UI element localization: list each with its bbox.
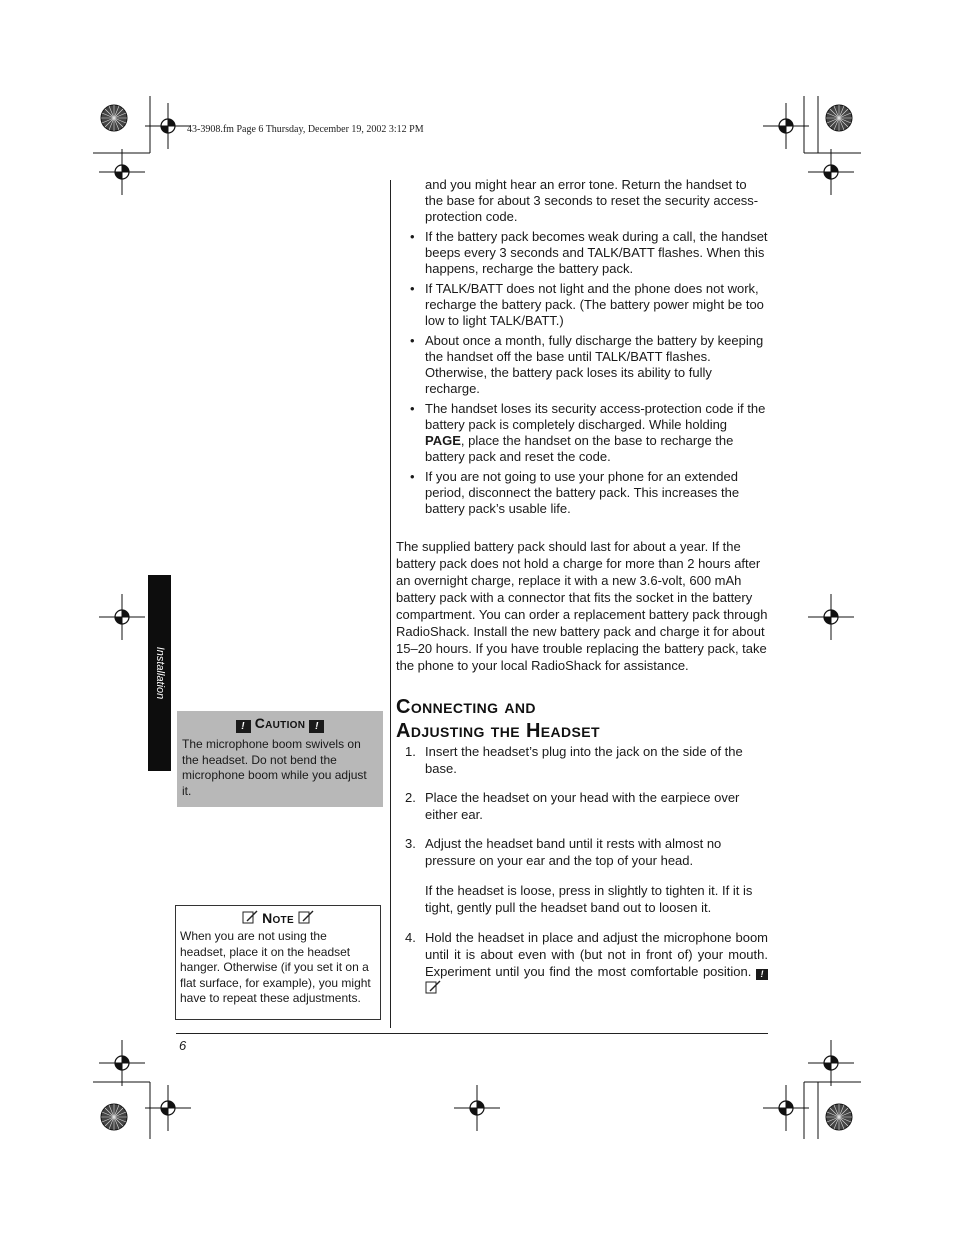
caution-title-row bbox=[177, 715, 383, 733]
step-number: 4. bbox=[405, 930, 416, 945]
bullet-item bbox=[396, 333, 768, 397]
bullet-text: If TALK/BATT does not light and the phone does not work, recharge the battery pack. (The battery power might be too low to light TALK/BATT.) bbox=[425, 281, 764, 328]
bullet-item bbox=[396, 401, 768, 465]
section-heading-line: Adjusting the Headset bbox=[396, 720, 600, 742]
section-tab bbox=[148, 575, 171, 771]
registration-cross-7 bbox=[99, 1040, 145, 1086]
step-text: Hold the headset in place and adjust the microphone boom until it is about even with (but not in front of) your mouth. Experiment until you find the most comfortable position. bbox=[425, 930, 768, 979]
registration-burst-top-left bbox=[101, 105, 127, 131]
bullet-text: The handset loses its security access-protection code if the battery pack is completely discharged. While holding bbox=[425, 401, 766, 432]
footer-rule bbox=[176, 1033, 768, 1034]
note-title: Note bbox=[262, 910, 294, 926]
registration-cross-1 bbox=[145, 103, 191, 149]
bullet-mark: • bbox=[410, 401, 415, 416]
note-box bbox=[175, 905, 381, 1020]
step-number: 3. bbox=[405, 836, 416, 851]
column-divider bbox=[390, 180, 391, 1028]
registration-cross-10 bbox=[454, 1085, 500, 1131]
note-pencil-icon bbox=[298, 910, 314, 924]
end-caution-icon: ! bbox=[756, 969, 768, 980]
bullet-text: , place the handset on the base to recharge the battery pack and reset the code. bbox=[425, 433, 734, 464]
continued-bullet-text: and you might hear an error tone. Return the handset to the base for about 3 seconds to reset the security access-protection code. bbox=[425, 177, 759, 224]
section-heading bbox=[396, 695, 768, 743]
end-note-pencil-icon bbox=[425, 980, 441, 994]
step-text: Place the headset on your head with the earpiece over either ear. bbox=[425, 790, 740, 822]
page-number: 6 bbox=[179, 1038, 187, 1053]
main-column bbox=[396, 177, 768, 997]
step-text: Insert the headset’s plug into the jack on the side of the base. bbox=[425, 744, 743, 776]
step-number: 1. bbox=[405, 744, 416, 759]
step-item bbox=[396, 929, 768, 997]
battery-paragraph: The supplied battery pack should last for about a year. If the battery pack does not hold a charge for more than 2 hours after an overnight charge, replace it with a new 3.6-volt, 600 mAh battery pack with a connector that fits the socket in the battery compartment. You can order a replacement battery pack through RadioShack. Install the new battery pack and charge it for about 15–20 hours. If you have trouble replacing the battery pack, take the phone to your local RadioShack for assistance. bbox=[396, 539, 768, 673]
bullet-item bbox=[396, 469, 768, 517]
bullet-text: About once a month, fully discharge the battery by keeping the handset off the base until TALK/BATT flashes. Otherwise, the battery pack loses its ability to fully recharge. bbox=[425, 333, 764, 396]
registration-cross-4 bbox=[808, 149, 854, 195]
bullet-mark: • bbox=[410, 229, 415, 244]
bullet-text: If the battery pack becomes weak during a call, the handset beeps every 3 seconds and TALK/BATT flashes. When this happens, recharge the battery pack. bbox=[425, 229, 768, 276]
registration-cross-9 bbox=[145, 1085, 191, 1131]
step-number: 2. bbox=[405, 790, 416, 805]
bullet-item bbox=[396, 281, 768, 329]
registration-burst-bottom-left bbox=[101, 1104, 127, 1130]
step-item bbox=[396, 835, 768, 869]
bullet-mark: • bbox=[410, 469, 415, 484]
caution-icon: ! bbox=[236, 720, 251, 733]
registration-cross-3 bbox=[99, 149, 145, 195]
step-item bbox=[396, 789, 768, 823]
registration-cross-5 bbox=[99, 594, 145, 640]
note-title-row bbox=[176, 910, 380, 926]
registration-burst-bottom-right bbox=[826, 1104, 852, 1130]
registration-cross-6 bbox=[808, 594, 854, 640]
caution-title: Caution bbox=[254, 715, 306, 731]
step-text: Adjust the headset band until it rests with almost no pressure on your ear and the top of your head. bbox=[425, 836, 722, 868]
section-heading-line: Connecting and bbox=[396, 696, 536, 718]
registration-burst-top-right bbox=[826, 105, 852, 131]
caution-icon: ! bbox=[309, 720, 324, 733]
section-tab-label: Installation bbox=[153, 646, 166, 700]
registration-cross-11 bbox=[763, 1085, 809, 1131]
step-sub-paragraph: If the headset is loose, press in slightly to tighten it. If it is tight, gently pull the headset band out to loosen it. bbox=[425, 883, 753, 915]
bullet-item bbox=[396, 229, 768, 277]
bullet-bold-key: PAGE bbox=[425, 433, 461, 448]
note-text: When you are not using the headset, place it on the headset hanger. Otherwise (if you set it on a flat surface, for example), you might have to repeat these adjustments. bbox=[180, 929, 371, 1005]
caution-box bbox=[177, 711, 383, 807]
bullet-mark: • bbox=[410, 333, 415, 348]
caution-text: The microphone boom swivels on the headset. Do not bend the microphone boom while you adjust it. bbox=[182, 737, 367, 798]
file-info-header: 43-3908.fm Page 6 Thursday, December 19, 2002 3:12 PM bbox=[187, 124, 424, 135]
registration-cross-2 bbox=[763, 103, 809, 149]
step-item bbox=[396, 743, 768, 777]
bullet-text: If you are not going to use your phone for an extended period, disconnect the battery pack. This increases the battery pack’s usable life. bbox=[425, 469, 740, 516]
registration-cross-8 bbox=[808, 1040, 854, 1086]
bullet-mark: • bbox=[410, 281, 415, 296]
note-pencil-icon bbox=[242, 910, 258, 924]
